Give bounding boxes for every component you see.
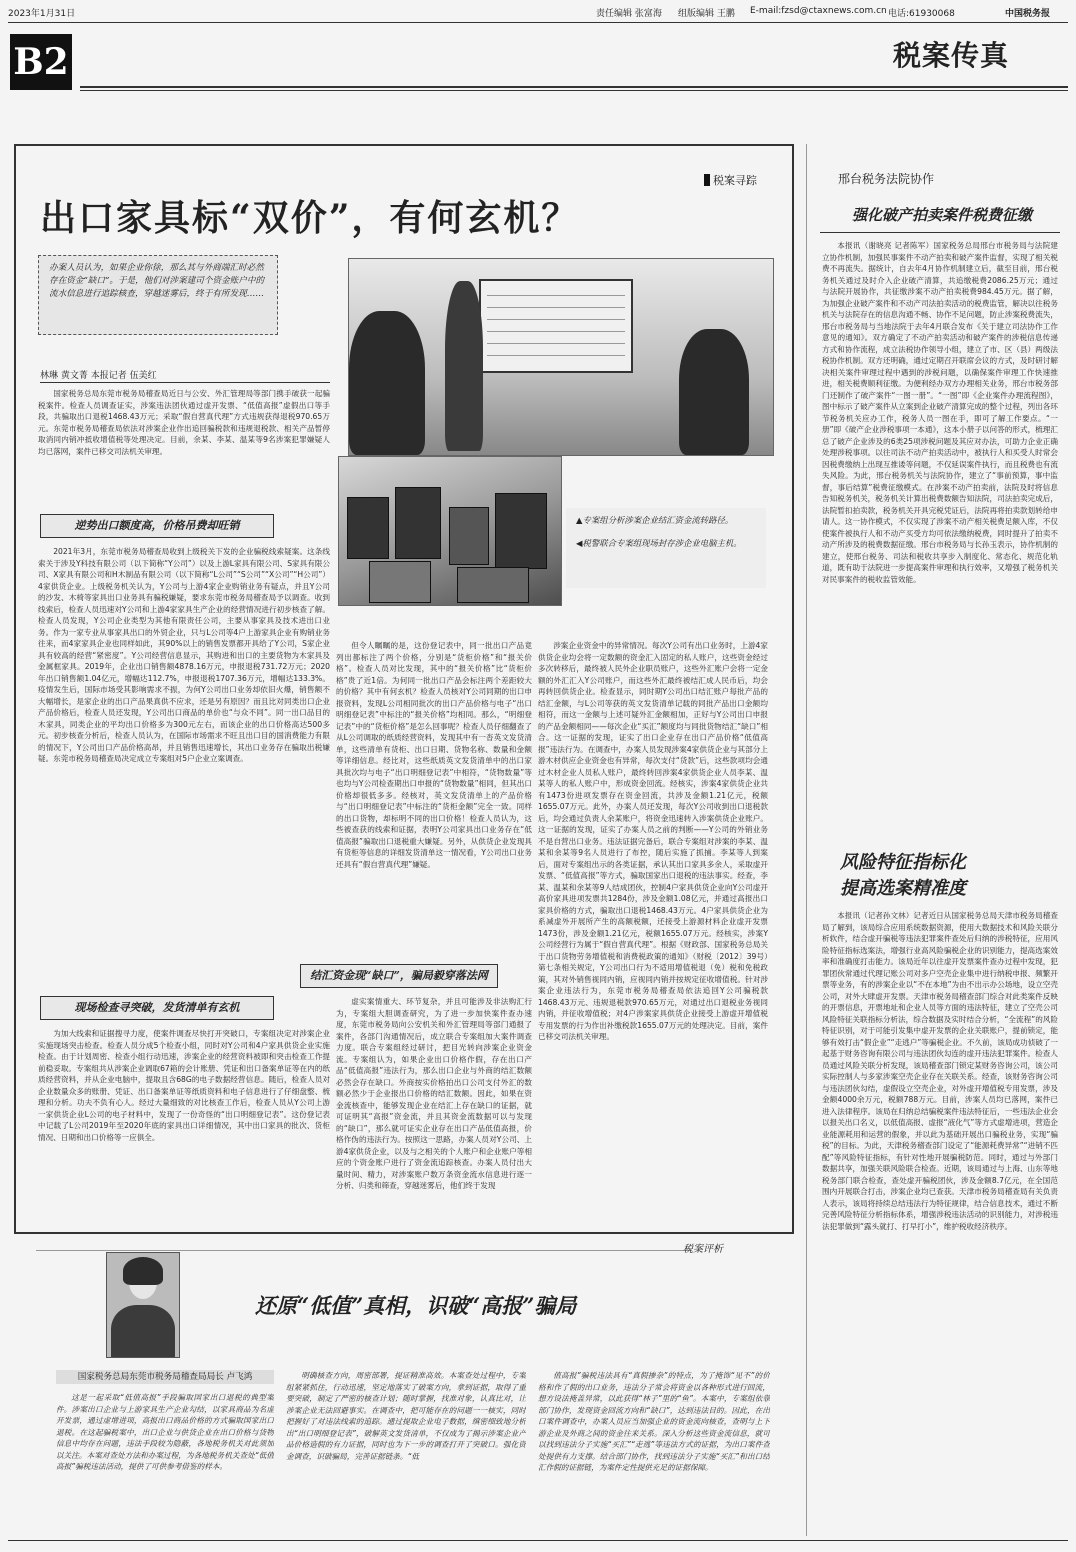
portrait-uniform <box>111 1305 175 1358</box>
article-section-1-text <box>38 546 330 994</box>
byline-rule <box>40 382 330 383</box>
photo-officer-left <box>349 311 425 455</box>
article-section-2-text <box>38 1028 330 1218</box>
commentary-title: 还原“低值”真相，识破“高报”骗局 <box>255 1293 577 1318</box>
masthead-rule-thin <box>80 90 1068 91</box>
photo-caption <box>566 508 766 588</box>
story1-paragraph: 本报讯（谢晓亮 记者陈军）国家税务总局邢台市税务局与法院建立协作机制，加强民事案件不动产拍卖和破产案件监督，实现了相关税费不再流失。据统计，自去年4月协作机制建立后，截至目前，邢台税务机关通过及时介入企业破产清算，共追缴税费2086.25万元；通过与法院开展协作，共征缴涉案不动产拍卖税费984.45万元。据了解，为加强企业破产案件和不动产司法拍卖活动的税费监管，解决以往税务机关与法院存在的信息沟通不畅、协作不足问题，防止涉案税费流失，邢台市税务局与当地法院于去年4月联合发布《关于建立司法协作工作意见的通知》。双方确定了不动产拍卖活动和破产案件的涉税信息传递方式和协作流程，成立法税协作领导小组，建立了市、区（县）两级法税协作机制。双方还明确，通过定期召开联席会议的方式，及时研讨解决相关案件审理过程中遇到的涉税问题，以确保案件审理工作快速推进，相关税费顺利征缴。为便利经办双方办理相关业务，邢台市税务部门还制作了破产案件“一图一册”。“一图”即《企业案件办理流程图》，图中标示了破产案件从立案到企业破产清算完成的整个过程，列出各环节税务机关应办工作，税务人员一图在手，即可了解工作要点。“一册”即《破产企业涉税事项一本通》，这本小册子以问答的形式，梳理汇总了破产企业涉及的6类25项涉税问题及其应对办法，可助力企业正确处理涉税事项。以往司法不动产拍卖活动中，被执行人和买受人时常会因税费缴纳上出现互推诿等问题，不仅延误案件执行，而且税费也有流失风险。为此，邢台税务机关与法院协作，建立了“事前预算，事中监督，事后结算”税费征缴模式。在涉案不动产拍卖前，法院及时将信息告知税务机关，税务机关计算出税费数额告知法院，司法拍卖完成后，法院暂扣拍卖款，税务机关开具完税凭证后，法院再将拍卖款划转给申请人。这一协作模式，不仅实现了涉案不动产相关税费足额入库，不仅使案件被执行人和不动产买受方均可依法缴纳税费，同时提升了拍卖不动产所涉及的税费数据征缴。邢台市税务局与长孙玉表示，协作机制的建立，使邢台税务、司法和税收共享步入制度化、常态化、规范化轨道，既有助于法院进一步提高案件审理和执行效率，又增强了税务机关对民事案件的税收监管效能。 <box>822 241 1058 584</box>
header-rule <box>8 22 1068 23</box>
tag-marker <box>704 174 710 186</box>
photo-case-analysis <box>348 258 774 456</box>
sidebar-story1-kicker: 邢台税务法院协作 <box>838 172 935 186</box>
photo-officer-right <box>679 329 749 455</box>
computer-case <box>449 507 489 565</box>
photo-caption-1: ▲专案组分析涉案企业结汇资金流转路径。 <box>576 515 734 525</box>
sidebar-divider <box>806 144 807 1536</box>
computer-case <box>395 487 441 559</box>
commentary-rule <box>36 1250 692 1251</box>
commentary-author: 国家税务总局东莞市税务局稽查局局长 卢飞鸿 <box>56 1370 274 1384</box>
computer-case <box>495 493 547 569</box>
subhead-2: 现场检查寻突破，发货清单有玄机 <box>40 996 274 1020</box>
commentary-col2 <box>286 1370 526 1530</box>
computer-case <box>457 567 529 603</box>
sidebar-story1-text <box>822 240 1058 820</box>
header-date: 2023年1月31日 <box>8 9 76 19</box>
page-number: B2 <box>10 34 72 90</box>
photo-presenter <box>445 281 483 451</box>
article-tag <box>704 172 757 188</box>
header-layout-editor: 组版编辑 王鹏 <box>678 9 735 19</box>
section-3-paragraph: 虚实案情重大、环节复杂，并且可能涉及非法购汇行为，专案组大胆调查研究，为了进一步加快案件查办速度，东莞市税务局向公安机关和外汇管理局等部门通报了案件，各部门沟通情况后，成立联合专案组加大案件调查力度。联合专案组经过研讨，把目光转向涉案企业资金流。专案组认为，如果企业出口价格作假，存在出口产品“低值高报”违法行为，那么出口企业与外商的结汇数额必然会存在缺口。外商按实价格拍出口公司支付外汇的数额必然少于企业报出口价格的结汇数额。因此，如果在资金流核查中，能够发现企业在结汇上存在缺口的证据，就可证明其“高报”资金流，并且其资金流数据可以与发现的“缺口”，那么就可证实企业存在出口产品低值高报，价格作伪的违法行为。按照这一思路，办案人员对Y公司、上游4家供货企业，以及与之相关的个人账户和企业账户等相应的个资金账户进行了资金流追踪核查。办案人员付出大量时间、精力，对涉案账户数万条资金流水信息进行逐一分析、归类和筛查，穿越迷雾后，他们终于发现 <box>336 997 532 1190</box>
column-name: 税案传真 <box>893 39 1010 72</box>
article-section-3-text <box>336 996 532 1218</box>
col2-paragraph: 但令人瞩瞩的是，这份登记表中，同一批出口产品竟列出都标注了两个价格，分别是“货柜价格”和“报关价格”。检查人员对比发现，其中的“报关价格”比“货柜价格”贵了近1倍。为何同一批出口产品会标注两个差距较大的价格？其中有何玄机？检查人员核对Y公司同期的出口申报资料，发现L公司相同批次的出口产品价格与电子“出口明细登记表”中标注的“报关价格”均相同。那么，“明细登记表”中的“货柜价格”是怎么回事呢？检查人员仔细翻查了从L公司调取的纸质经营资料，发现其中有一沓英文发货清单，这些清单有货柜、出口日期、货物名称、数量和金额等详细信息。经比对，这些纸质英文发货清单中的出口家具批次均与电子“出口明细登记表”中相符，“货物数量”等也均与Y公司检查期出口申报的“货物数量”相同，但其出口价格却很低多多。经核对，英文发货清单上的产品价格与“出口明细登记表”中标注的“货柜金额”完全一致。同样的出口货物，却标明不同的出口价格！检查人员认为，这些被查获的线索和证据，表明Y公司家具出口业务存在“低值高报”骗取出口退税重大嫌疑。另外，从供货企业发现具有货柜等信息的详细发货清单这一情况看，Y公司出口业务还具有“假自营真代理”嫌疑。 <box>336 641 532 869</box>
masthead-rule <box>80 86 1068 88</box>
commentary-col1-paragraph: 这是一起采取“低值高报”手段骗取国家出口退税的典型案件。涉案出口企业与上游家具生产企业勾结，以家具商品为名虚开发票，通过虚增进项，高报出口商品价格的方式骗取国家出口退税。在这起骗税案中，出口企业与供货企业在出口价格与货物信息中均存在问题，违法手段较为隐蔽，各地税务机关对此须加以关注。本案对查处方法和办案过程，为各地税务机关查处“低值高报”骗税违法活动，提供了可供参考借鉴的样本。 <box>56 1393 274 1471</box>
col3-paragraph: 涉案企业资金中的异常情况。每次Y公司有出口业务时，上游4家供货企业均会将一定数额的资金汇入固定的私人账户，这些资金经过多次转移后，最终被人民外企业职员账户，这些外汇账户会将一定金额的外汇汇入Y公司账户，而这些外汇最终被结汇成人民币后，均会再转回供货企业。检查显示，同时期Y公司出口结汇账户每批产品的结汇金额，与L公司等获的英文发货清单记载的同批产品出口金额均相符，而这一金额与上述可疑外汇金额相加，正好与Y公司出口申报的产品金额相同——每次企业“买汇”额度均与同批货物结汇“缺口”相合。这一证据的发现，证实了出口企业存在出口产品价格“低值高报”违法行为。在调查中，办案人员发现涉案4家供货企业与其部分上游木材供应企业资金也有异常，每次支付“货款”后，这些款项均会通过木材企业人员私人账户，最终转回涉案4家供货企业人员李某、温某等人的私人账户中，形成资金回流。经核实，涉案4家供货企业共有1473份进项发票存在资金回流，共涉及金额1.21亿元，税额1655.07万元。此外，办案人员还发现，每次Y公司收到出口退税款后，均会通过负责人余某账户，将资金迅速转入涉案供货企业账户。这一证据的发现，证实了办案人员之前的判断——Y公司的外销业务不是自营出口业务。违法证据完备后，联合专案组对涉案的李某、温某和余某等9名人员进行了布控，随后实施了抓捕。李某等人到案后，面对专案组出示的各类证据，承认其出口家具多余人，采取虚开发票、“低值高报”等方式，骗取国家出口退税的违法事实。经查，李某、温某和余某等9人结成团伙，控制4户家具供货企业向Y公司虚开高价家具进项发票共1284份，涉及金额1.08亿元，并通过高报出口家具价格的方式，骗取出口退税1468.43万元。4户家具供货企业为系减虚外开展所产生的高额税额，还接受上游源材料企业虚开发票1473份，涉及金额1.21亿元，税额1655.07万元。经核实，涉案Y公司经营行为属于“假自营真代理”。根据《财政部、国家税务总局关于出口货物劳务增值税和消费税政策的通知》（财税〔2012〕39号）第七条相关规定，Y公司出口行为不适用增值税退（免）税和免税政策，其对外销售视同内销，应视同内销并按规定征收增值税。针对涉案企业违法行为，东莞市税务局稽查局依法追回Y公司骗税款1468.43万元、违规退税款970.65万元，对通过出口退税业务视同内销，并征收增值税；对4户涉案家具供货企业接受上游虚开增值税专用发票的行为作出补缴税款1655.07万元的处理决定。目前，案件已移交司法机关审理。 <box>538 641 768 1041</box>
subhead-1: 逆势出口额度高，价格吊费却旺销 <box>40 514 274 538</box>
photo-seized-computers <box>338 456 562 606</box>
sidebar-story2-text <box>822 910 1058 1534</box>
article-intro-paragraph: 国家税务总局东莞市税务局稽查局近日与公安、外汇管理局等部门携手破获一起骗税案件。检查人员调查证实，涉案违法团伙通过虚开发票、“低值高报”虚假出口等手段，共骗取出口退税1468.43万元；采取“假自营真代理”方式违规获得退税970.65万元。东莞市税务局稽查局依法对涉案企业作出追回骗税款和违规退税款、相关产品暂停取消同内销冲抵收增值税等处理决定。目前，余某、李某、温某等9名涉案犯罪嫌疑人均已落网，案件已移交司法机关审理。 <box>38 389 330 456</box>
page-header <box>0 0 1076 22</box>
sidebar-story1-headline: 强化破产拍卖案件税费征缴 <box>852 206 1033 224</box>
article-byline: 林琳 黄文菁 本报记者 伍美红 <box>40 371 157 381</box>
sidebar-story2-headline-2: 提高选案精准度 <box>840 878 966 899</box>
story1-rule <box>820 232 1060 233</box>
computer-case <box>347 497 389 559</box>
portrait-hair <box>123 1257 163 1285</box>
commentary-col3-paragraph: 值高报”骗税违法具有“真假掺杂”的特点，为了掩饰“见不”的价格和作了假的出口业务，违法分子常会将资金以各种形式进行回流，想方设法掩盖异常，以此获得“林子”里的“鱼”。本案中，专案组依靠部门协作，发现资金回流方向和“缺口”，达到违法目的。因此，在出口案件调查中，办案人员应当加强企业的资金流向核查，查明与上下游企业及外商之间的资金往来关系。深入分析这些资金流信息，就可以找到违法分子实施“买汇”“走逃”等违法方式的证据，为出口案件查处提供有力支撑。结合部门协作，找到违法分子实施“买汇”和出口结汇作假的证据链，为案件定性提供充足的证据保障。 <box>538 1371 770 1472</box>
subhead-3: 结汇资金现“缺口”，骗局毅穿落法网 <box>300 964 498 988</box>
story2-paragraph: 本报讯（记者孙文林）记者近日从国家税务总局天津市税务局稽查局了解到，该局综合应用系统数据资源，使用大数据技术和风险关联分析软件，结合虚开骗税等违法犯罪案件查处后归纳的涉税特征，应用风险特征指标选案法，增强行业高风险骗税企业的识别能力，提高选案效率和准确度打击能力。该局近年以往虚开发票案件查办过程中发现，犯罪团伙常通过代理记账公司对多户空壳企业集中进行纳税申报、频繁开票等业务，有的涉案企业以“不在本地”为由不出示办公场地，设立空壳公司，对外大肆虚开发票。天津市税务局稽查部门综合对此类案件反映的开票信息，开票地址和企业人员等方面的违法特征，建立了空壳公司风险特征关联指标分析法，综合数据及实时结合分析，“全流程”的风险特征识别，对于可能引发集中虚开发票的企业关联账户，提前锁定，能够有效打击“假企业”“走逃户”等骗税企业。不久前，该局成功侦破了一起基于财务咨询有限公司与违法团伙勾连的虚开违法犯罪案件。检查人员通过风险关联分析发现，该局稽查部门锁定某财务咨询公司，该公司实际控制人与多家涉案空壳企业存在关联关系。经查，该财务咨询公司与违法团伙勾结，虚假设立空壳企业，对外虚开增值税专用发票，涉及金额4000余万元，税额788万元。目前，涉案人员均已落网，案件已进入法律程序。该局在归纳总结骗税案件违法特征后，一些违法企业会以报关出口名义，以低值高报、虚报“液化气”等方式虚增进项，营造企业能源耗用和运营的假象，并以此为基础开展出口骗税业务，实现“骗税”的目标。为此，天津税务稽查部门设定了“能源耗费异常”“进销不匹配”等风险特征指标，有针对性地开展骗税防范。同时，通过与外部门数据共享，加强关联风险联合检查。近期，该局通过与上海、山东等地税务部门联合检查，查处虚开骗税团伙，涉及金额8.7亿元，在全国范围内开展联合打击，涉案企业均已查获。天津市税务局稽查局有关负责人表示，该局将持续总结违法行为特征规律，结合信息技术，通过不断完善风险特征分析指标体系，增强涉税违法活动的识别能力，对涉税违法犯罪做到“露头就打、打早打小”，维护税收经济秩序。 <box>822 911 1058 1231</box>
section-2-paragraph: 为加大线索和证据搜寻力度，使案件调查尽快打开突破口，专案组决定对涉案企业实施现场突击检查。检查人员分成5个检查小组，同时对Y公司和4户家具供货企业实施检查。由于计划周密、检查小组行动迅速，涉案企业的经营资料被即和突击检查工作提前稳妥取。专案组共从涉案企业调取67箱的会计账册、凭证和出口备案单证等在内的纸质经营资料，并从企业电脑中，提取且含68G的电子数据经营信息。随后，检查人员对企业数量众多的账册、凭证、出口备案单证等纸质资料和电子信息进行了仔细盘整、梳理和分析。功夫不负有心人。经过大量细致的对比核查工作后，检查人员从Y公司上游一家供货企业L公司的电子材料中，发现了一份奇怪的“出口明细登记表”。这份登记表中记载了L公司2019年至2020年底的家具出口详细情况，其中出口家具的批次、货柜情况、日期和出口价格等一应俱全。 <box>38 1029 330 1142</box>
commentary-tag: 税案评析 <box>683 1244 723 1255</box>
sidebar-story2-headline-1: 风险特征指标化 <box>840 852 966 873</box>
article-title: 出口家具标“双价”，有何玄机？ <box>40 197 580 239</box>
header-email: E-mail:fzsd@ctaxnews.com.cn <box>750 6 887 16</box>
article-col3-text <box>538 640 768 1218</box>
commentary-col2-paragraph: 明确核查方向，周密部署，提证精准高效。本案查处过程中，专案组紧紧抓住，行动迅速，坚定地落实了破案方向，拿到证据，取得了重要突破，制定了严密的核查计划；随时掌握，找准对象，认真比对，让涉案企业无法回避事实。在调查中，把可能存在的问题一一核实，同时把握好了对违法线索的追踪。通过提取企业电子数据，缜密细致地分析出“出口明细登记表”，破解英文发货清单，不仅成为了揭示涉案企业产品价格造假的有力证据，同时也为下一步的调查打开了突破口。强化资金调查，识破骗局，完善证据链条。“低 <box>286 1371 526 1461</box>
header-phone: 电话:61930068 <box>888 9 955 19</box>
article-col2-text <box>336 640 532 958</box>
computer-case <box>369 561 431 603</box>
article-lead: 办案人员认为，如果企业你徐，那么其与外商端汇时必然存在资金“缺口”。于是，他们对涉案建司个资金账户中的流水信息进行追踪核查，穿越迷雾后，终于有所发现…… <box>38 255 278 335</box>
footer-rule <box>8 1540 1068 1541</box>
photo-screen <box>479 279 633 373</box>
photo-caption-2: ◀税警联合专案组现场封存涉企业电脑主机。 <box>576 538 742 548</box>
header-newspaper: 中国税务报 <box>1005 9 1051 19</box>
header-chief-editor: 责任编辑 张富海 <box>596 9 662 19</box>
article-tag-label: 税案寻踪 <box>713 174 757 187</box>
author-portrait <box>106 1252 180 1358</box>
article-intro-text <box>38 388 330 508</box>
commentary-col3 <box>538 1370 770 1530</box>
commentary-col1 <box>56 1392 274 1530</box>
section-1-paragraph: 2021年3月，东莞市税务局稽查局收到上级税关下发的企业骗税线索疑案。这条线索关于涉及Y科技有限公司（以下简称“Y公司”）以及上游L家具有限公司、S家具有限公司、X家具有限公司和H木制品有限公司（以下简称“L公司”“S公司”“X公司”“H公司”）4家供货企业。上级税务机关认为，Y公司与上游4家企业购销业务有疑点，并且Y公司的沙发、木椅等家具出口业务具有骗税嫌疑，要求东莞市税务局稽查局予以调查。收到线索后，检查人员迅速对Y公司和上游4家家具生产企业的经营情况进行初步核查了解。检查人员发现，Y公司企业类型为其他有限责任公司，主要从事家具及技术进出口业务。作为一家专业从事家具出口的外贸企业，只与L公司等4户上游家具企业有购销业务往来，而4家家具企业也同样如此，其90%以上的销售发票都开具给了Y公司，S家企业具有较高的经营“紧密度”。Y公司经营信息显示，其购进和出口的主要货物为木家具及金属框家具。2019年，企业出口销售额4878.16万元，申报退税731.72万元；2020年出口销售额1.04亿元，增幅达112.7%，申报退税1707.36万元，增幅达133.3%。疫情发生后，国际市场受其影响需求不振，为何Y公司出口业务却依旧火爆，销售额不大幅增长，是家企业的出口产品果真供不应求，还是另有原因？而且比对同类出口企业产品价格后，检查人员还发现，Y公司出口商品的单价也“与众不同”。同一出口品目的木家具，同类企业的平均出口价格多为300元左右，而该企业的出口价格高达500多元。初步核查分析后，检查人员认为，在国际市场需求不旺且出口目的国消费能力有限的情况下，Y公司出口产品价格高昂，并且销售迅速增长，其出口业务存在骗取出税嫌疑。东莞市税务局稽查局决定成立专案组对5户企业立案调查。 <box>38 547 330 763</box>
